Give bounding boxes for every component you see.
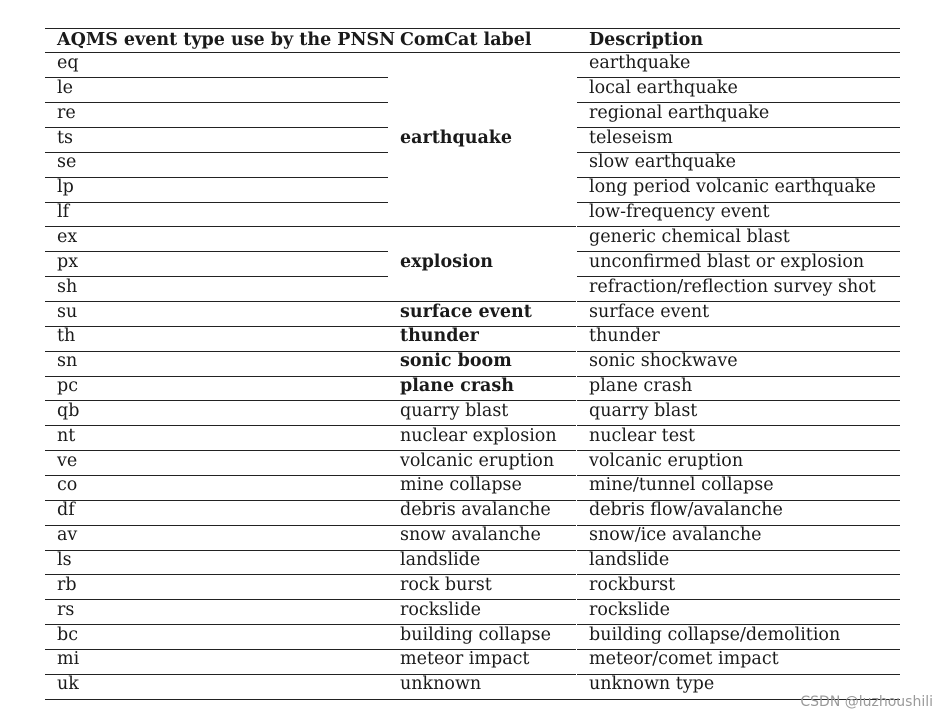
event-code-cell: sn <box>57 351 78 372</box>
row-rule-col1 <box>45 550 388 551</box>
comcat-label-cell: debris avalanche <box>400 500 551 521</box>
description-cell: surface event <box>589 301 710 322</box>
description-cell: meteor/comet impact <box>589 649 779 670</box>
description-cell: quarry blast <box>589 400 698 421</box>
description-cell: refraction/reflection survey shot <box>589 276 876 297</box>
row-rule-col1 <box>45 301 388 302</box>
description-cell: thunder <box>589 326 660 347</box>
table-top-rule <box>45 28 900 29</box>
row-rule-col1 <box>45 127 388 128</box>
event-code-cell: pc <box>57 376 79 397</box>
row-rule-col1 <box>45 376 388 377</box>
row-rule-col1 <box>45 400 388 401</box>
row-rule-col1 <box>45 674 388 675</box>
comcat-label-cell: plane crash <box>400 376 514 397</box>
comcat-label-cell: mine collapse <box>400 475 522 496</box>
row-rule-col1 <box>45 326 388 327</box>
event-code-cell: lp <box>57 177 74 198</box>
table-bottom-rule <box>45 699 900 700</box>
event-code-cell: eq <box>57 53 79 73</box>
event-type-table <box>45 28 900 700</box>
row-rule-col1 <box>45 226 388 227</box>
row-rule-col1 <box>45 152 388 153</box>
header-bottom-rule <box>45 52 900 53</box>
comcat-label-cell: rockslide <box>400 599 482 620</box>
header-aqms-event-type: AQMS event type use by the PNSN <box>57 30 396 50</box>
header-comcat-label: ComCat label <box>400 30 532 50</box>
description-cell: debris flow/avalanche <box>589 500 783 521</box>
row-rule-col1 <box>45 351 388 352</box>
row-rule-col1 <box>45 77 388 78</box>
comcat-label-cell: sonic boom <box>400 351 512 372</box>
comcat-label-cell: surface event <box>400 301 532 322</box>
row-rule-col2 <box>388 226 576 227</box>
comcat-label-cell: landslide <box>400 550 481 570</box>
description-cell: unknown type <box>589 674 715 695</box>
description-cell: low-frequency event <box>589 202 770 223</box>
event-code-cell: mi <box>57 649 80 670</box>
row-rule-col1 <box>45 624 388 625</box>
row-rule-col1 <box>45 649 388 650</box>
header-description: Description <box>589 30 704 50</box>
comcat-label-cell: building collapse <box>400 624 552 645</box>
row-rule-col1 <box>45 574 388 575</box>
comcat-label-cell: volcanic eruption <box>400 450 555 471</box>
description-cell: regional earthquake <box>589 102 770 123</box>
event-code-cell: co <box>57 475 78 496</box>
description-cell: rockslide <box>589 599 671 620</box>
description-cell: building collapse/demolition <box>589 624 841 645</box>
row-rule-col1 <box>45 525 388 526</box>
event-code-cell: re <box>57 102 76 123</box>
event-code-cell: uk <box>57 674 79 695</box>
comcat-label-cell: thunder <box>400 326 479 347</box>
description-cell: sonic shockwave <box>589 351 738 372</box>
comcat-label-cell: meteor impact <box>400 649 530 670</box>
event-code-cell: ex <box>57 226 78 247</box>
description-cell: plane crash <box>589 376 693 397</box>
row-rule-col1 <box>45 102 388 103</box>
comcat-label-cell: rock burst <box>400 574 492 595</box>
event-code-cell: nt <box>57 425 76 446</box>
event-code-cell: se <box>57 152 77 173</box>
row-rule-col1 <box>45 202 388 203</box>
comcat-label-cell: snow avalanche <box>400 525 541 546</box>
description-cell: long period volcanic earthquake <box>589 177 876 198</box>
event-code-cell: rs <box>57 599 75 620</box>
description-cell: earthquake <box>589 53 691 73</box>
watermark: CSDN @luzhoushili <box>800 694 933 710</box>
description-cell: snow/ice avalanche <box>589 525 762 546</box>
row-rule-col1 <box>45 251 388 252</box>
description-cell: mine/tunnel collapse <box>589 475 774 496</box>
row-rule-col1 <box>45 425 388 426</box>
event-code-cell: su <box>57 301 78 322</box>
description-cell: teleseism <box>589 127 673 148</box>
event-code-cell: rb <box>57 574 77 595</box>
event-code-cell: ts <box>57 127 74 148</box>
row-rule-col1 <box>45 276 388 277</box>
row-rule-col1 <box>45 475 388 476</box>
comcat-label-cell: explosion <box>400 251 494 272</box>
comcat-label-cell: earthquake <box>400 127 513 148</box>
row-rule-col1 <box>45 450 388 451</box>
row-rule-col1 <box>45 177 388 178</box>
event-code-cell: qb <box>57 400 80 421</box>
description-cell: local earthquake <box>589 77 738 98</box>
event-code-cell: lf <box>57 202 70 223</box>
event-code-cell: px <box>57 251 79 272</box>
row-rule-col1 <box>45 599 388 600</box>
description-cell: rockburst <box>589 574 676 595</box>
comcat-label-cell: quarry blast <box>400 400 509 421</box>
event-code-cell: df <box>57 500 75 521</box>
description-cell: generic chemical blast <box>589 226 790 247</box>
event-code-cell: ls <box>57 550 72 570</box>
event-code-cell: av <box>57 525 78 546</box>
event-code-cell: bc <box>57 624 79 645</box>
description-cell: nuclear test <box>589 425 696 446</box>
event-code-cell: le <box>57 77 73 98</box>
comcat-label-cell: nuclear explosion <box>400 425 557 446</box>
description-cell: landslide <box>589 550 670 570</box>
event-code-cell: th <box>57 326 76 347</box>
event-code-cell: sh <box>57 276 78 297</box>
row-rule-col1 <box>45 500 388 501</box>
description-cell: volcanic eruption <box>589 450 744 471</box>
comcat-label-cell: unknown <box>400 674 482 695</box>
description-cell: unconfirmed blast or explosion <box>589 251 865 272</box>
event-code-cell: ve <box>57 450 78 471</box>
description-cell: slow earthquake <box>589 152 736 173</box>
